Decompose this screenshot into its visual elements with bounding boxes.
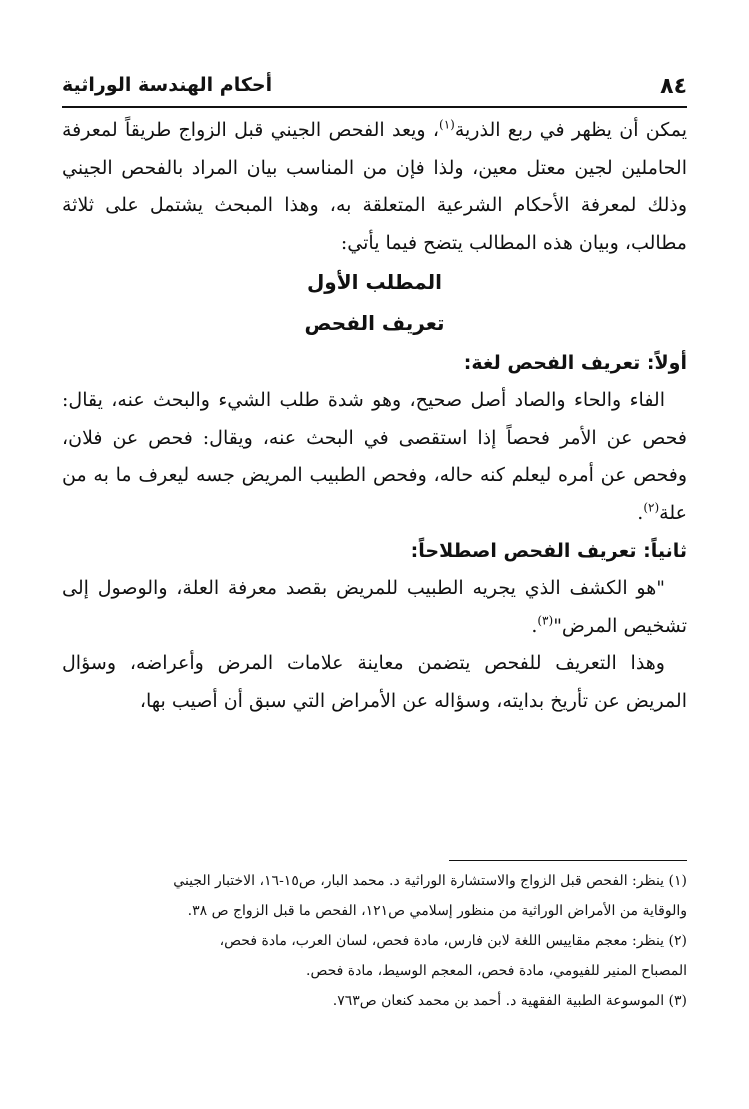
explanation-paragraph: وهذا التعريف للفحص يتضمن معاينة علامات المرض وأعراضه، وسؤال المريض عن تأريخ بدايته، وسؤاله عن الأمراض التي سبق أن أصيب بها، [62, 652, 687, 712]
running-title: أحكام الهندسة الوراثية [62, 74, 273, 96]
linguistic-text: الفاء والحاء والصاد أصل صحيح، وهو شدة طلب الشيء والبحث عنه، يقال: فحص عن الأمر فحصاً إذا استقصى في البحث عنه، ويقال: فحص عن فلان، وفحص عن أمره ليعلم كنه حاله، وفحص الطبيب المريض جسه ليعرف ما به من علة [62, 389, 687, 524]
subheading-technical: ثانياً: تعريف الفحص اصطلاحاً: [410, 540, 687, 562]
footnote-separator [449, 860, 687, 861]
technical-definition-paragraph [62, 570, 687, 645]
page-body [62, 112, 687, 720]
technical-text: "هو الكشف الذي يجريه الطبيب للمريض بقصد معرفة العلة، والوصول إلى تشخيص المرض" [62, 577, 687, 637]
footnote-3-line-1: (٣) الموسوعة الطبية الفقهية د. أحمد بن محمد كنعان ص٧٦٣. [332, 993, 687, 1009]
footnote-ref-3: (٣) [537, 613, 554, 628]
section-heading: المطلب الأول [306, 270, 443, 294]
footnote-ref-1: (١) [439, 117, 455, 132]
linguistic-definition-paragraph [62, 382, 687, 532]
intro-text: يمكن أن يظهر في ربع الذرية [454, 119, 687, 141]
linguistic-end: . [637, 501, 644, 524]
footnote-2-line-2: المصباح المنير للفيومي، مادة فحص، المعجم الوسيط، مادة فحص. [306, 963, 687, 979]
section-title: تعريف الفحص [304, 311, 445, 335]
footnotes [62, 866, 687, 1016]
page-number: ٨٤ [660, 74, 687, 99]
intro-paragraph [62, 112, 687, 262]
page-header [62, 66, 687, 108]
footnote-ref-2: (٢) [643, 500, 660, 515]
footnote-1-line-2: والوقاية من الأمراض الوراثية من منظور إسلامي ص١٢١، الفحص ما قبل الزواج ص ٣٨. [187, 903, 687, 919]
technical-end: . [531, 614, 538, 637]
intro-text-rest: ، ويعد الفحص الجيني قبل الزواج طريقاً لمعرفة الحاملين لجين معتل معين، ولذا فإن من المناسب بيان المراد بالفحص الجيني وذلك لمعرفة الأحكام الشرعية المتعلقة به، وهذا المبحث يشتمل على ثلاثة مطالب، وبيان هذه المطالب يتضح فيما يأتي: [62, 119, 687, 254]
subheading-linguistic: أولاً: تعريف الفحص لغة: [463, 352, 687, 374]
footnote-2-line-1: (٢) ينظر: معجم مقاييس اللغة لابن فارس، مادة فحص، لسان العرب، مادة فحص، [219, 933, 687, 949]
footnote-1-line-1: (١) ينظر: الفحص قبل الزواج والاستشارة الوراثية د. محمد البار، ص١٥-١٦، الاختبار الجيني [173, 873, 687, 889]
